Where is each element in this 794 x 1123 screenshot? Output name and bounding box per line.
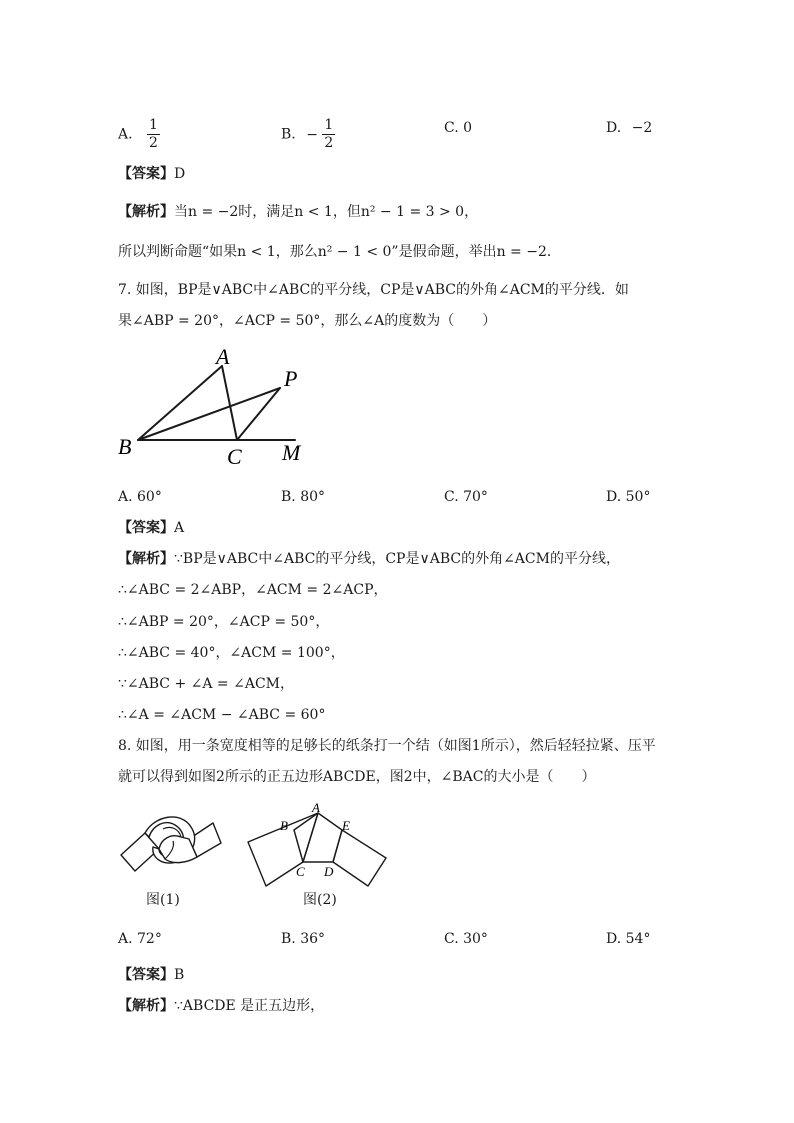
q8-figure-2-caption: 图(2)	[303, 892, 337, 908]
q6-option-b-fraction	[322, 117, 335, 152]
q7-answer	[118, 518, 184, 538]
q8-analysis-line-1	[118, 996, 324, 1016]
q7-analysis-text-1: ∵BP是∨ABC中∠ABC的平分线，CP是∨ABC的外角∠ACM的平分线，	[174, 551, 620, 567]
q7-analysis-tag: 【解析】	[118, 551, 174, 567]
q8-stem-line-1: 8. 如图，用一条宽度相等的足够长的纸条打一个结（如图1所示），然后轻轻拉紧、压平	[118, 738, 656, 754]
q6-analysis-tag: 【解析】	[118, 204, 174, 220]
q6-option-c	[444, 118, 472, 138]
q6-option-c-label: C.	[444, 120, 459, 136]
q6-analysis-text-1: 当n = −2时，满足n < 1，但n² − 1 = 3 > 0，	[174, 204, 479, 220]
q6-option-a	[118, 117, 160, 152]
q8-answer-tag: 【答案】	[118, 967, 174, 983]
q8-analysis-text-1: ∵ABCDE 是正五边形，	[174, 998, 325, 1014]
q7-segment-ac	[222, 366, 237, 440]
q7-answer-value: A	[174, 520, 185, 536]
q7-analysis-line-6: ∴∠A = ∠ACM − ∠ABC = 60°	[118, 707, 326, 723]
q8-label-e: E	[342, 818, 350, 833]
q6-option-b-label: B.	[281, 126, 296, 143]
q6-option-d-value: −2	[631, 120, 653, 136]
q8-option-b: B. 36°	[281, 931, 326, 947]
q8-label-d: D	[324, 864, 334, 879]
q6-analysis-line-1	[118, 202, 478, 222]
q8-analysis-tag: 【解析】	[118, 998, 174, 1014]
q7-analysis-line-2: ∴∠ABC = 2∠ABP，∠ACM = 2∠ACP，	[118, 582, 388, 598]
q6-answer-tag: 【答案】	[118, 166, 174, 182]
q7-segment-ba	[138, 366, 222, 440]
q8-figure-1-knot	[115, 803, 235, 903]
q8-answer	[118, 965, 184, 985]
q6-option-a-label: A.	[118, 126, 133, 143]
q7-label-m: M	[282, 440, 301, 465]
q7-analysis-line-1	[118, 549, 620, 569]
q6-analysis-line-2: 所以判断命题“如果n < 1，那么n² − 1 < 0”是假命题，举出n = −2．	[118, 244, 561, 260]
q6-option-b-numerator: 1	[324, 117, 334, 133]
q7-answer-tag: 【答案】	[118, 520, 174, 536]
q7-option-b: B. 80°	[281, 489, 326, 505]
q7-analysis-line-3: ∴∠ABP = 20°，∠ACP = 50°，	[118, 614, 330, 630]
q7-option-a: A. 60°	[118, 489, 162, 505]
q7-option-c: C. 70°	[444, 489, 488, 505]
q8-option-a: A. 72°	[118, 931, 162, 947]
q6-option-b-sign: −	[306, 126, 318, 143]
right-strip	[333, 830, 386, 886]
q8-stem-line-2: 就可以得到如图2所示的正五边形ABCDE，图2中，∠BAC的大小是（ ）	[118, 769, 596, 785]
q7-label-p: P	[284, 366, 298, 391]
q6-option-b-denominator: 2	[324, 135, 334, 151]
q7-analysis-line-4: ∴∠ABC = 40°，∠ACM = 100°，	[118, 645, 345, 661]
q8-option-c: C. 30°	[444, 931, 488, 947]
q6-option-b	[281, 117, 335, 152]
q7-analysis-line-5: ∵∠ABC + ∠A = ∠ACM，	[118, 676, 294, 692]
q6-answer	[118, 164, 185, 184]
q7-label-c: C	[227, 444, 242, 469]
q8-option-d: D. 54°	[606, 931, 651, 947]
q8-figure-1-caption: 图(1)	[146, 892, 180, 908]
q7-option-d: D. 50°	[606, 489, 651, 505]
strip-fold-line	[303, 813, 318, 862]
q6-option-c-value: 0	[463, 120, 473, 136]
q6-option-a-numerator: 1	[149, 117, 158, 133]
q7-triangle-figure	[112, 340, 332, 470]
q7-label-a: A	[216, 344, 230, 369]
q6-option-d-label: D.	[606, 120, 622, 136]
q6-answer-value: D	[174, 166, 186, 182]
q7-stem-line-1: 7. 如图，BP是∨ABC中∠ABC的平分线，CP是∨ABC的外角∠ACM的平分线．如	[118, 282, 629, 298]
q8-label-a: A	[312, 800, 320, 815]
q6-option-a-denominator: 2	[149, 135, 158, 151]
q8-answer-value: B	[174, 967, 185, 983]
q7-stem-line-2: 果∠ABP = 20°，∠ACP = 50°，那么∠A的度数为（ ）	[118, 313, 497, 329]
q6-option-a-fraction	[147, 117, 160, 152]
q8-label-c: C	[296, 864, 305, 879]
q6-option-d	[606, 118, 652, 138]
q7-label-b: B	[118, 434, 132, 459]
q8-label-b: B	[280, 818, 288, 833]
q8-figure-2-pentagon	[244, 800, 394, 900]
